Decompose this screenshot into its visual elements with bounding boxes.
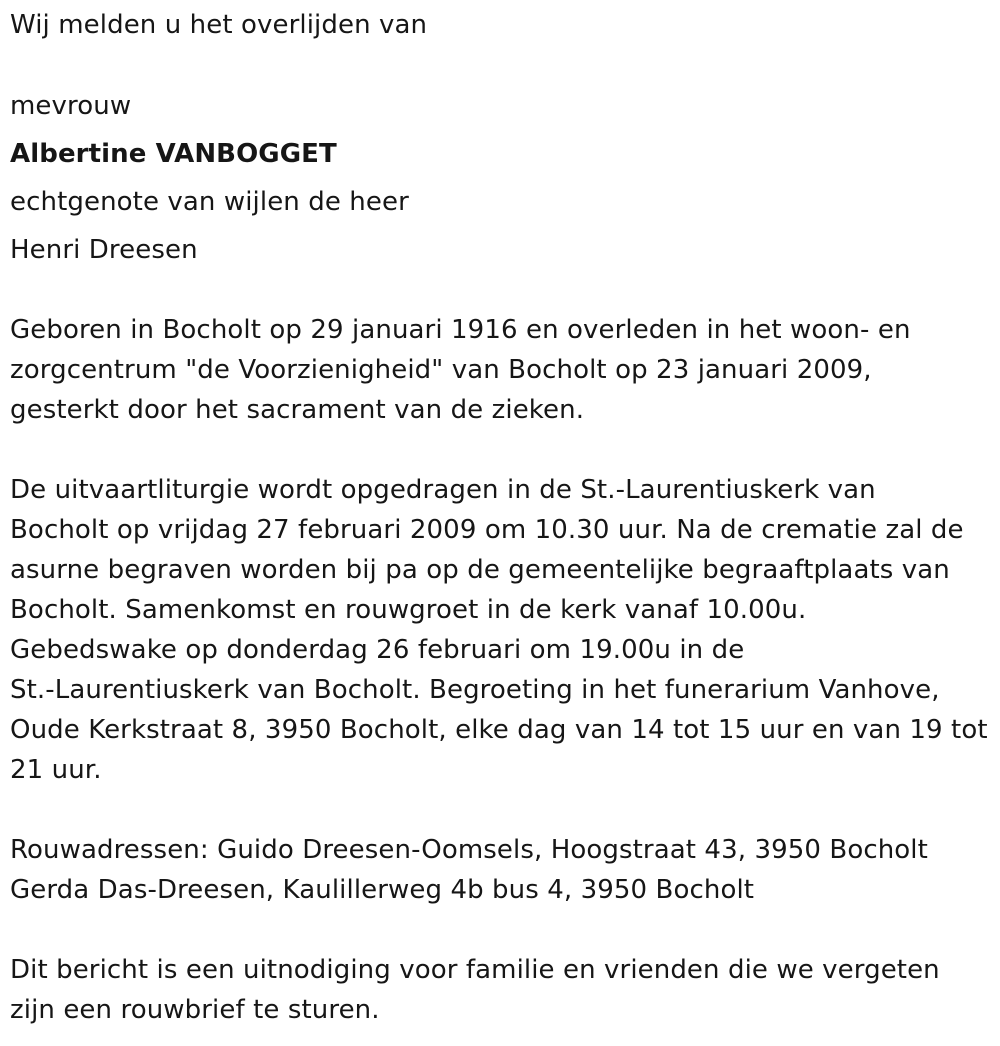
paragraph-line: Geboren in Bocholt op 29 januari 1916 en overleden in het woon- en [10, 315, 911, 345]
paragraph-line: Gebedswake op donderdag 26 februari om 19.00u in de [10, 635, 745, 665]
paragraph-line: Bocholt op vrijdag 27 februari 2009 om 10.30 uur. Na de crematie zal de [10, 515, 964, 545]
intro-text: Wij melden u het overlijden van [10, 10, 428, 40]
paragraph-line: St.-Laurentiuskerk van Bocholt. Begroeting in het funerarium Vanhove, [10, 675, 940, 705]
address-line: Rouwadressen: Guido Dreesen-Oomsels, Hoogstraat 43, 3950 Bocholt [10, 835, 928, 865]
spouse-name: Henri Dreesen [10, 235, 198, 265]
deceased-name: Albertine VANBOGGET [10, 139, 337, 169]
paragraph-line: asurne begraven worden bij pa op de gemeentelijke begraaftplaats van [10, 555, 950, 585]
paragraph-line: 21 uur. [10, 755, 102, 785]
paragraph-line: Oude Kerkstraat 8, 3950 Bocholt, elke dag van 14 tot 15 uur en van 19 tot [10, 715, 988, 745]
paragraph-line: zorgcentrum "de Voorzienigheid" van Bocholt op 23 januari 2009, [10, 355, 872, 385]
relation-text: echtgenote van wijlen de heer [10, 187, 409, 217]
paragraph-line: gesterkt door het sacrament van de zieken. [10, 395, 585, 425]
paragraph-line: Dit bericht is een uitnodiging voor familie en vrienden die we vergeten [10, 955, 940, 985]
paragraph-line: Bocholt. Samenkomst en rouwgroet in de kerk vanaf 10.00u. [10, 595, 807, 625]
paragraph-line: zijn een rouwbrief te sturen. [10, 995, 380, 1025]
paragraph-line: De uitvaartliturgie wordt opgedragen in de St.-Laurentiuskerk van [10, 475, 876, 505]
title-prefix: mevrouw [10, 91, 132, 121]
address-line: Gerda Das-Dreesen, Kaulillerweg 4b bus 4, 3950 Bocholt [10, 875, 755, 905]
